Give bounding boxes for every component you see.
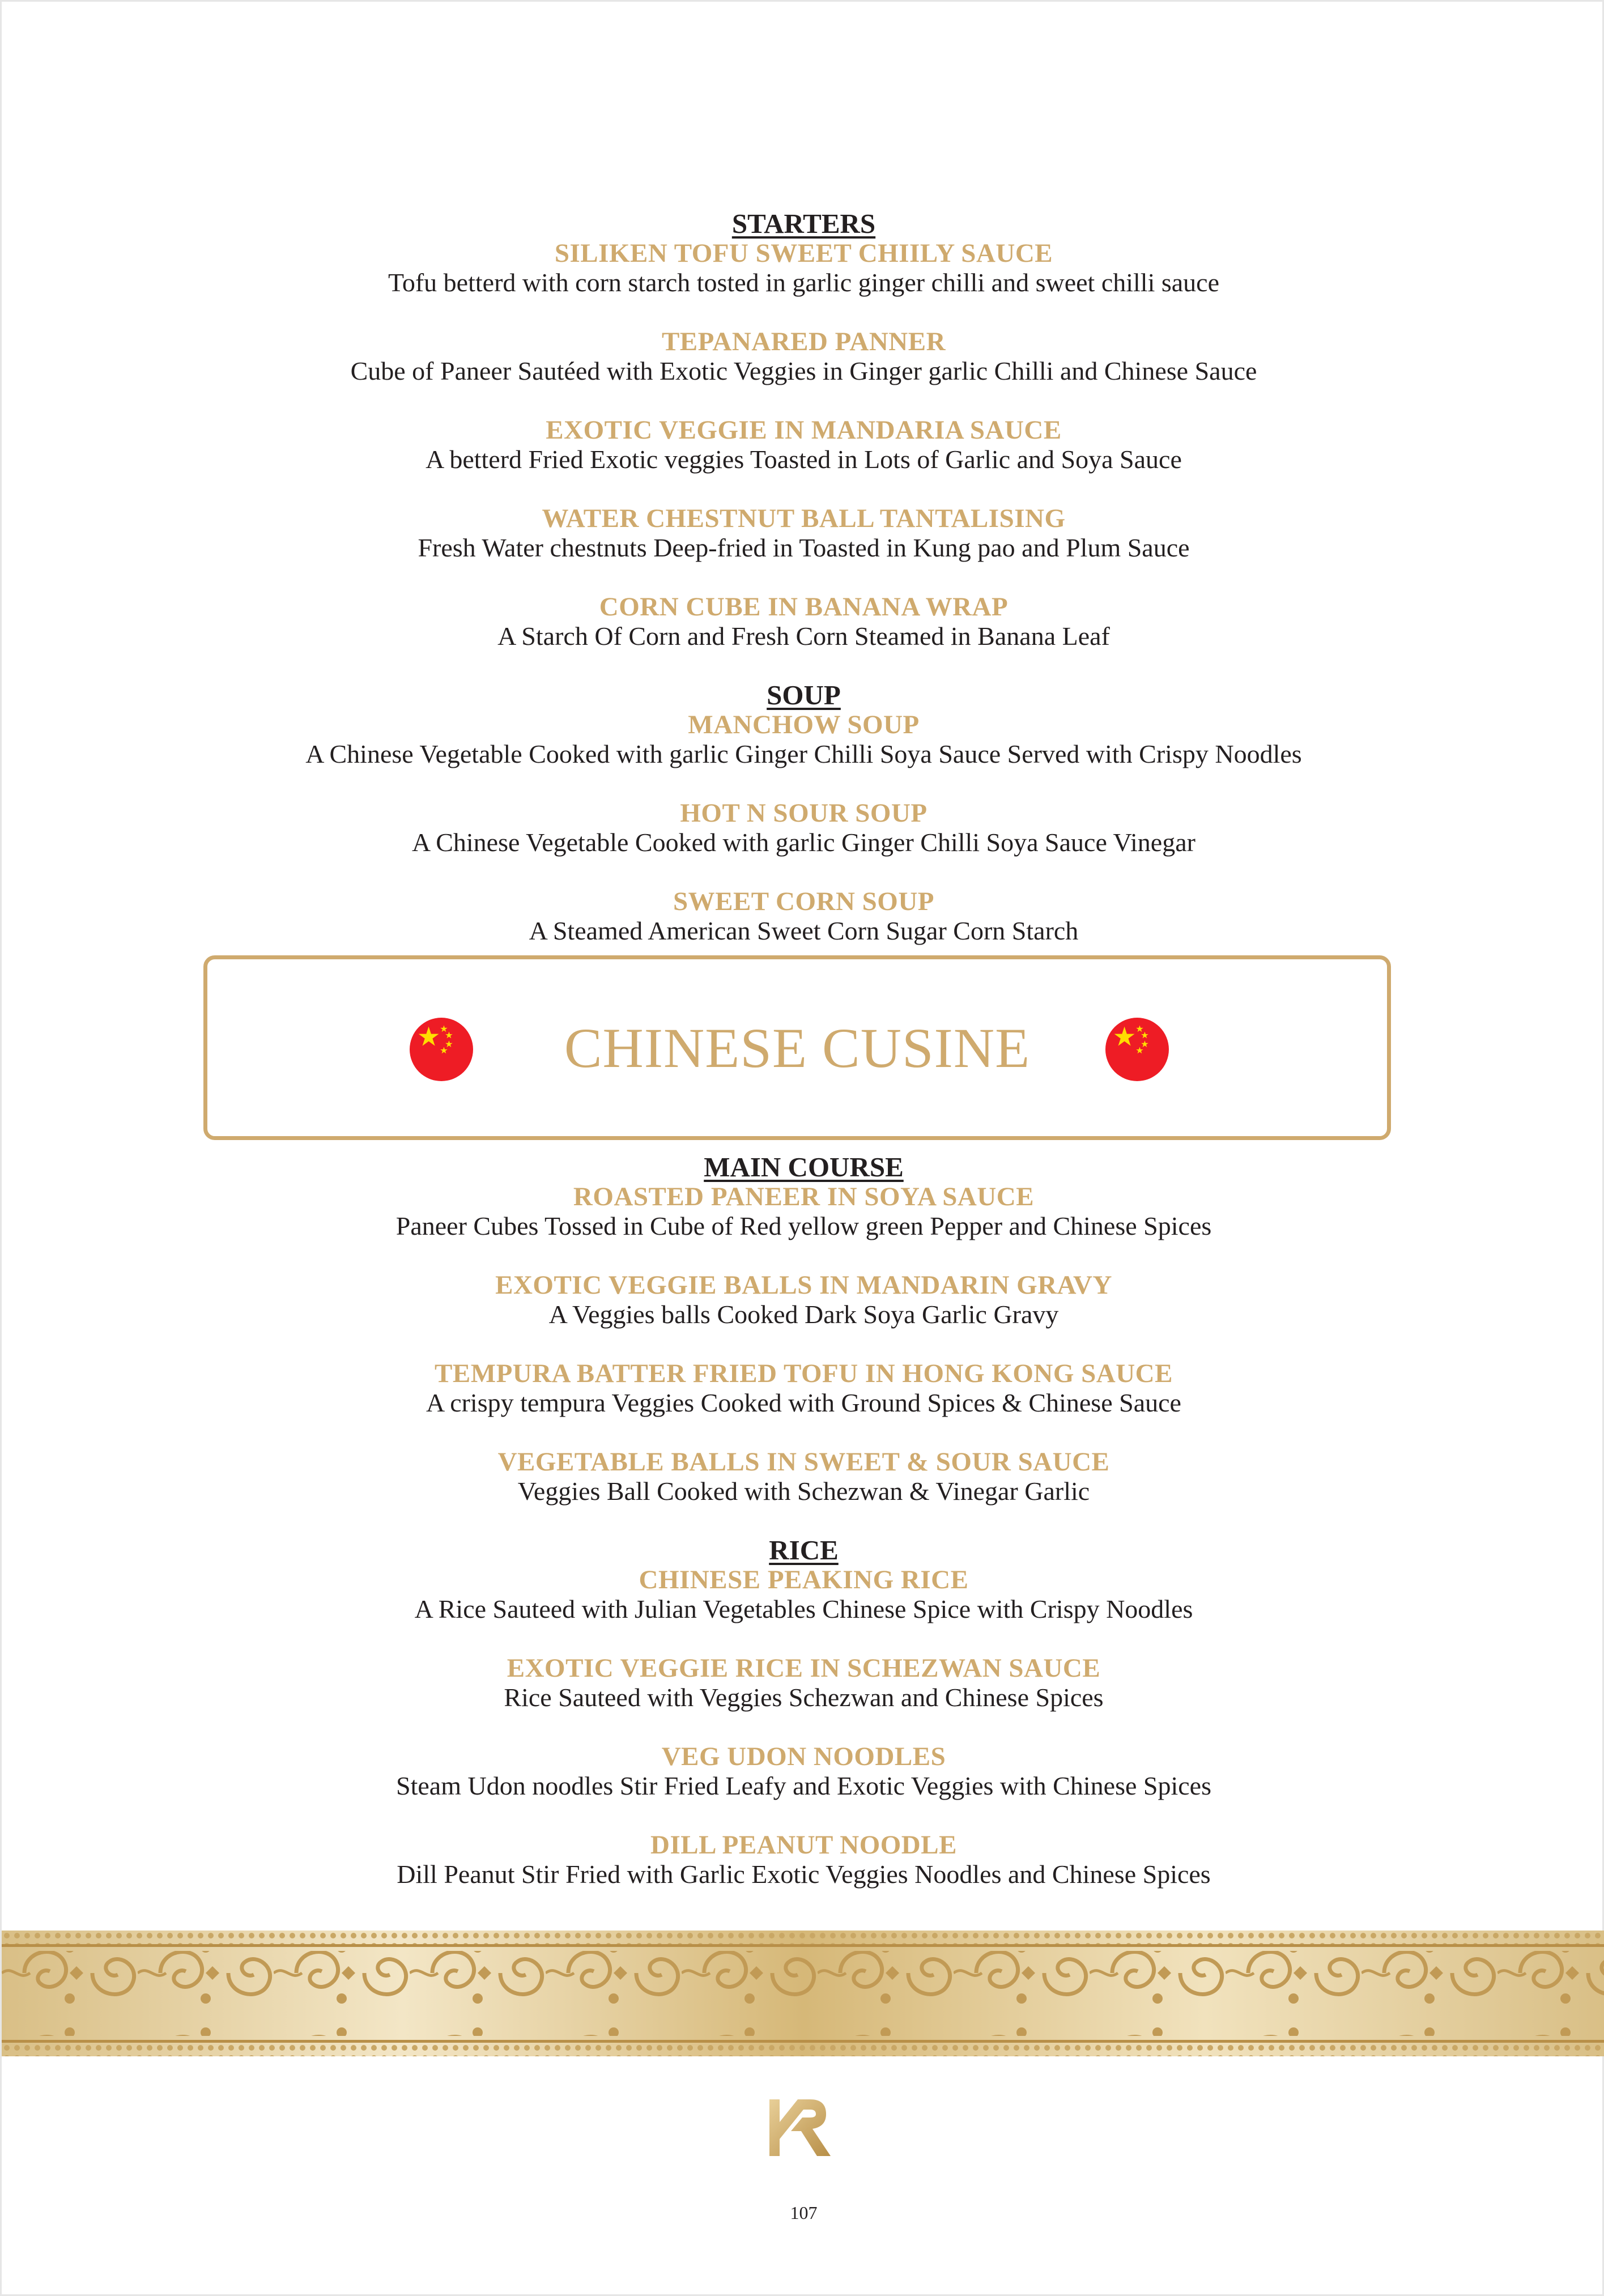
main-course-section — [2, 1153, 1604, 1919]
menu-item — [2, 798, 1604, 857]
starters-section — [2, 209, 1604, 975]
item-name: TEMPURA BATTER FRIED TOFU IN HONG KONG SAUCE — [435, 1359, 1173, 1388]
menu-item — [2, 1565, 1604, 1624]
item-description: Rice Sauteed with Veggies Schezwan and Chinese Spices — [504, 1683, 1104, 1712]
item-description: Dill Peanut Stir Fried with Garlic Exotic Veggies Noodles and Chinese Spices — [397, 1860, 1211, 1889]
banner-title: CHINESE CUSINE — [564, 1016, 1031, 1079]
item-description: Paneer Cubes Tossed in Cube of Red yellow green Pepper and Chinese Spices — [395, 1211, 1212, 1240]
menu-item — [2, 710, 1604, 769]
item-name: CHINESE PEAKING RICE — [639, 1565, 969, 1595]
item-name: CORN CUBE IN BANANA WRAP — [599, 592, 1009, 622]
item-description: Fresh Water chestnuts Deep-fried in Toasted in Kung pao and Plum Sauce — [418, 533, 1190, 562]
item-name: MANCHOW SOUP — [688, 710, 920, 739]
menu-item — [2, 887, 1604, 946]
section-heading-soup: SOUP — [767, 679, 841, 711]
item-description: A Veggies balls Cooked Dark Soya Garlic Gravy — [548, 1300, 1059, 1329]
item-name: EXOTIC VEGGIE RICE IN SCHEZWAN SAUCE — [507, 1653, 1101, 1683]
menu-item — [2, 1182, 1604, 1241]
item-name: VEGETABLE BALLS IN SWEET & SOUR SAUCE — [497, 1447, 1110, 1477]
menu-item — [2, 1270, 1604, 1329]
item-name: VEG UDON NOODLES — [661, 1742, 946, 1771]
menu-item — [2, 1830, 1604, 1889]
item-description: A Chinese Vegetable Cooked with garlic Ginger Chilli Soya Sauce Served with Crispy Noodles — [305, 739, 1302, 768]
china-flag-icon — [1105, 1018, 1169, 1081]
item-description: A Starch Of Corn and Fresh Corn Steamed in Banana Leaf — [497, 622, 1110, 650]
decorative-border-band — [2, 1931, 1604, 2056]
menu-item — [2, 327, 1604, 386]
menu-item — [2, 239, 1604, 297]
item-name: WATER CHESTNUT BALL TANTALISING — [542, 504, 1066, 533]
menu-item — [2, 1653, 1604, 1712]
section-heading-starters: STARTERS — [731, 208, 876, 239]
item-description: Cube of Paneer Sautéed with Exotic Veggies in Ginger garlic Chilli and Chinese Sauce — [350, 356, 1257, 385]
section-heading-rice: RICE — [769, 1534, 839, 1566]
menu-item — [2, 1742, 1604, 1801]
menu-item — [2, 1359, 1604, 1418]
menu-item — [2, 504, 1604, 563]
item-description: A betterd Fried Exotic veggies Toasted in Lots of Garlic and Soya Sauce — [426, 445, 1182, 474]
cuisine-banner — [203, 955, 1391, 1140]
item-name: EXOTIC VEGGIE IN MANDARIA SAUCE — [546, 415, 1062, 445]
item-name: ROASTED PANEER IN SOYA SAUCE — [573, 1182, 1035, 1211]
item-name: SWEET CORN SOUP — [673, 887, 935, 916]
item-name: TEPANARED PANNER — [661, 327, 946, 356]
item-description: Tofu betterd with corn starch tosted in garlic ginger chilli and sweet chilli sauce — [388, 268, 1220, 297]
item-name: EXOTIC VEGGIE BALLS IN MANDARIN GRAVY — [495, 1270, 1112, 1300]
item-description: Veggies Ball Cooked with Schezwan & Vinegar Garlic — [517, 1477, 1090, 1506]
item-description: A crispy tempura Veggies Cooked with Ground Spices & Chinese Sauce — [426, 1388, 1181, 1417]
menu-item — [2, 415, 1604, 474]
item-name: DILL PEANUT NOODLE — [650, 1830, 957, 1860]
item-description: Steam Udon noodles Stir Fried Leafy and Exotic Veggies with Chinese Spices — [396, 1771, 1211, 1800]
item-description: A Chinese Vegetable Cooked with garlic Ginger Chilli Soya Sauce Vinegar — [412, 828, 1195, 857]
menu-item — [2, 1447, 1604, 1506]
page-number: 107 — [790, 2203, 818, 2223]
item-description: A Steamed American Sweet Corn Sugar Corn Starch — [529, 916, 1079, 945]
item-name: SILIKEN TOFU SWEET CHIILY SAUCE — [554, 239, 1053, 268]
item-name: HOT N SOUR SOUP — [680, 798, 927, 828]
section-heading-main-course: MAIN COURSE — [704, 1151, 904, 1183]
menu-item — [2, 592, 1604, 651]
kr-logo — [769, 2099, 831, 2156]
item-description: A Rice Sauteed with Julian Vegetables Chinese Spice with Crispy Noodles — [414, 1595, 1193, 1623]
